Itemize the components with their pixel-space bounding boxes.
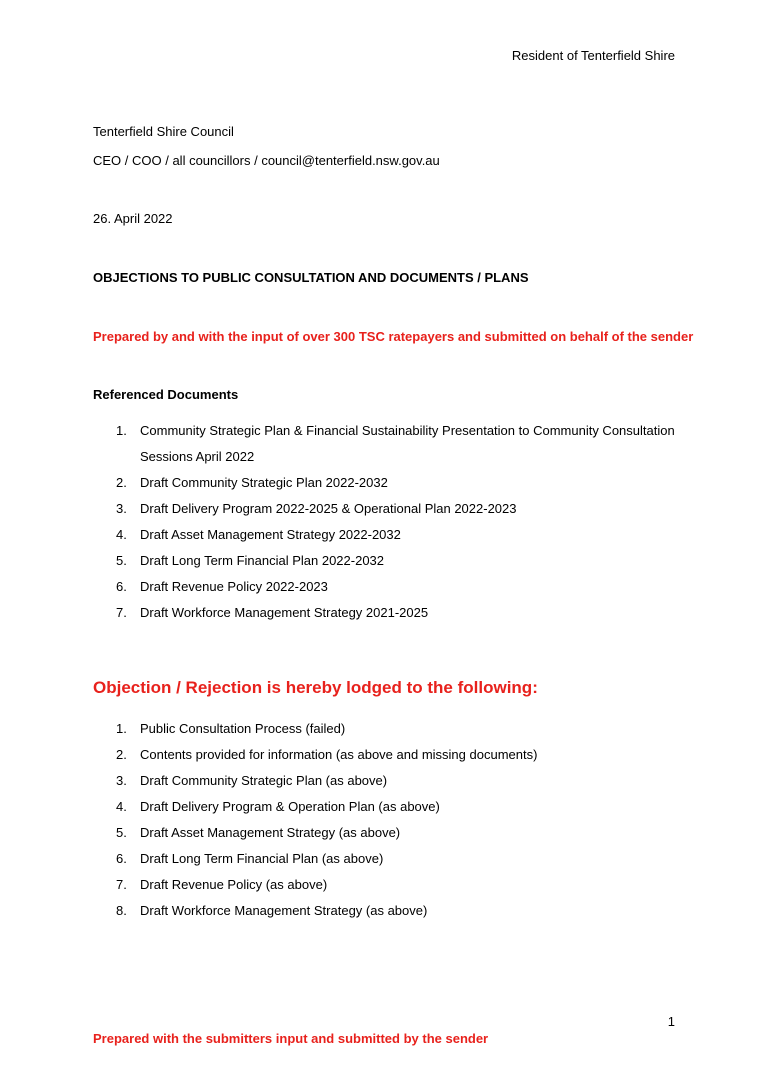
recipient-distribution: CEO / COO / all councillors / council@tenterfield.nsw.gov.au (93, 153, 440, 168)
list-item (93, 794, 693, 820)
list-number: 5. (116, 825, 127, 840)
list-item (93, 418, 693, 470)
list-item-text: Draft Revenue Policy 2022-2023 (140, 579, 328, 594)
list-item-text: Draft Workforce Management Strategy (as above) (140, 903, 428, 918)
list-item (93, 768, 693, 794)
list-item (93, 872, 693, 898)
referenced-documents-heading: Referenced Documents (93, 387, 239, 402)
letter-date: 26. April 2022 (93, 211, 173, 226)
list-item (93, 574, 693, 600)
list-item-text: Draft Delivery Program 2022-2025 & Operational Plan 2022-2023 (140, 501, 517, 516)
list-item (93, 522, 693, 548)
recipient-name: Tenterfield Shire Council (93, 124, 234, 139)
sender-line: Resident of Tenterfield Shire (511, 48, 675, 63)
list-item-text: Draft Community Strategic Plan (as above) (140, 773, 388, 788)
page-number: 1 (667, 1014, 675, 1029)
list-number: 6. (116, 579, 127, 594)
footer-note: Prepared with the submitters input and submitted by the sender (93, 1031, 489, 1046)
list-number: 2. (116, 475, 127, 490)
list-number: 8. (116, 903, 127, 918)
list-number: 1. (116, 423, 127, 438)
referenced-documents-list (93, 418, 693, 626)
list-number: 4. (116, 527, 127, 542)
list-item-text: Draft Community Strategic Plan 2022-2032 (140, 475, 388, 490)
list-item (93, 820, 693, 846)
list-item-text: Draft Workforce Management Strategy 2021-2025 (140, 605, 429, 620)
list-number: 5. (116, 553, 127, 568)
list-item (93, 716, 693, 742)
list-number: 7. (116, 877, 127, 892)
list-item-text-continued: Sessions April 2022 (140, 449, 255, 464)
list-item (93, 496, 693, 522)
list-item (93, 742, 693, 768)
list-item-text: Contents provided for information (as above and missing documents) (140, 747, 538, 762)
list-item (93, 470, 693, 496)
objection-heading: Objection / Rejection is hereby lodged to the following: (93, 678, 538, 697)
document-title: OBJECTIONS TO PUBLIC CONSULTATION AND DOCUMENTS / PLANS (93, 270, 529, 285)
objection-list (93, 716, 693, 924)
list-item-text: Community Strategic Plan & Financial Sustainability Presentation to Community Consultation (140, 423, 675, 438)
list-item (93, 898, 693, 924)
prepared-note: Prepared by and with the input of over 300 TSC ratepayers and submitted on behalf of the sender (93, 329, 694, 344)
list-item-text: Draft Long Term Financial Plan (as above) (140, 851, 384, 866)
list-number: 3. (116, 773, 127, 788)
list-number: 7. (116, 605, 127, 620)
list-item (93, 548, 693, 574)
list-number: 6. (116, 851, 127, 866)
list-item-text: Public Consultation Process (failed) (140, 721, 346, 736)
list-item-text: Draft Asset Management Strategy (as above) (140, 825, 401, 840)
list-number: 1. (116, 721, 127, 736)
list-number: 3. (116, 501, 127, 516)
list-item-text: Draft Asset Management Strategy 2022-2032 (140, 527, 401, 542)
list-item-text: Draft Revenue Policy (as above) (140, 877, 328, 892)
list-item (93, 600, 693, 626)
list-item-text: Draft Long Term Financial Plan 2022-2032 (140, 553, 385, 568)
list-number: 2. (116, 747, 127, 762)
list-item-text: Draft Delivery Program & Operation Plan (as above) (140, 799, 440, 814)
list-number: 4. (116, 799, 127, 814)
list-item (93, 846, 693, 872)
